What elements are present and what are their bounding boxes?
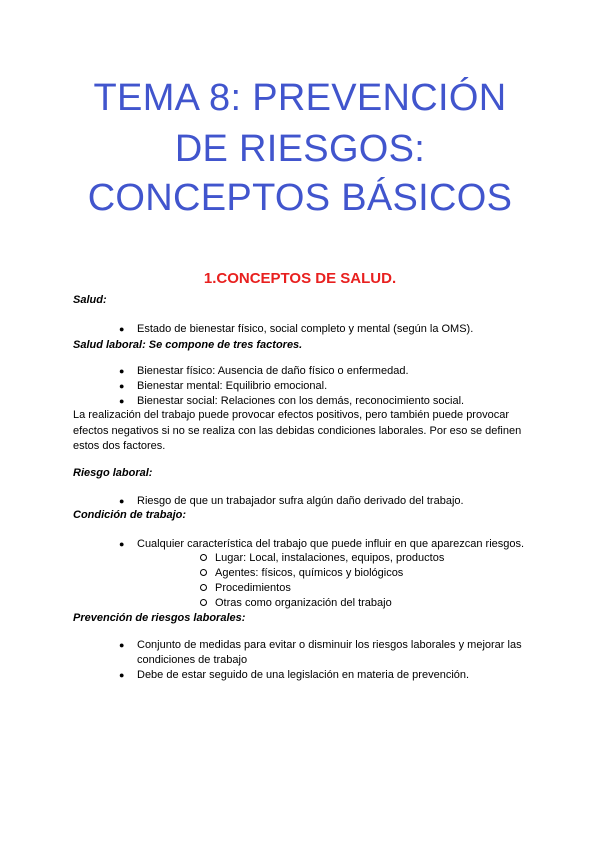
paragraph-line: La realización del trabajo puede provocar efectos positivos, pero también puede provocar bbox=[73, 409, 509, 421]
condicion-subitem: Procedimientos bbox=[215, 582, 291, 594]
bullet-icon: ● bbox=[119, 496, 125, 506]
salud-laboral-item: Bienestar mental: Equilibrio emocional. bbox=[137, 380, 328, 392]
page-title-line-2: DE RIESGOS: bbox=[174, 128, 426, 170]
prevencion-item: Debe de estar seguido de una legislación en materia de prevención. bbox=[137, 669, 470, 681]
riesgo-laboral-item: Riesgo de que un trabajador sufra algún daño derivado del trabajo. bbox=[137, 495, 464, 507]
bullet-icon: ● bbox=[119, 539, 125, 549]
bullet-icon: ● bbox=[119, 324, 125, 334]
prevencion-item-line: Conjunto de medidas para evitar o disminuir los riesgos laborales y mejorar las bbox=[137, 639, 522, 651]
page-title-line-1: TEMA 8: PREVENCIÓN bbox=[93, 77, 507, 119]
condicion-trabajo-heading: Condición de trabajo: bbox=[73, 509, 187, 521]
section-heading: 1.CONCEPTOS DE SALUD. bbox=[203, 270, 397, 287]
prevencion-heading: Prevención de riesgos laborales: bbox=[73, 612, 246, 624]
prevencion-item-line: condiciones de trabajo bbox=[137, 654, 248, 666]
hollow-bullet-icon bbox=[200, 599, 207, 606]
salud-laboral-heading: Salud laboral: Se compone de tres factores. bbox=[73, 339, 303, 351]
condicion-subitem: Agentes: físicos, químicos y biológicos bbox=[215, 567, 404, 579]
riesgo-laboral-heading: Riesgo laboral: bbox=[73, 467, 153, 479]
bullet-icon: ● bbox=[119, 640, 125, 650]
condicion-subitem: Otras como organización del trabajo bbox=[215, 597, 392, 609]
paragraph-line: efectos negativos si no se realiza con las debidas condiciones laborales. Por eso se definen bbox=[73, 425, 522, 437]
bullet-icon: ● bbox=[119, 381, 125, 391]
page-title-line-3: CONCEPTOS BÁSICOS bbox=[87, 177, 513, 219]
hollow-bullet-icon bbox=[200, 584, 207, 591]
bullet-icon: ● bbox=[119, 396, 125, 406]
salud-item: Estado de bienestar físico, social completo y mental (según la OMS). bbox=[137, 323, 474, 335]
hollow-bullet-icon bbox=[200, 569, 207, 576]
salud-laboral-item: Bienestar físico: Ausencia de daño físico o enfermedad. bbox=[137, 365, 409, 377]
condicion-subitem: Lugar: Local, instalaciones, equipos, productos bbox=[215, 552, 445, 564]
bullet-icon: ● bbox=[119, 670, 125, 680]
hollow-bullet-icon bbox=[200, 554, 207, 561]
condicion-trabajo-item: Cualquier característica del trabajo que puede influir en que aparezcan riesgos. bbox=[137, 538, 525, 550]
bullet-icon: ● bbox=[119, 366, 125, 376]
salud-laboral-item: Bienestar social: Relaciones con los demás, reconocimiento social. bbox=[137, 395, 465, 407]
paragraph-line: estos dos factores. bbox=[73, 440, 166, 452]
salud-heading: Salud: bbox=[73, 294, 107, 306]
